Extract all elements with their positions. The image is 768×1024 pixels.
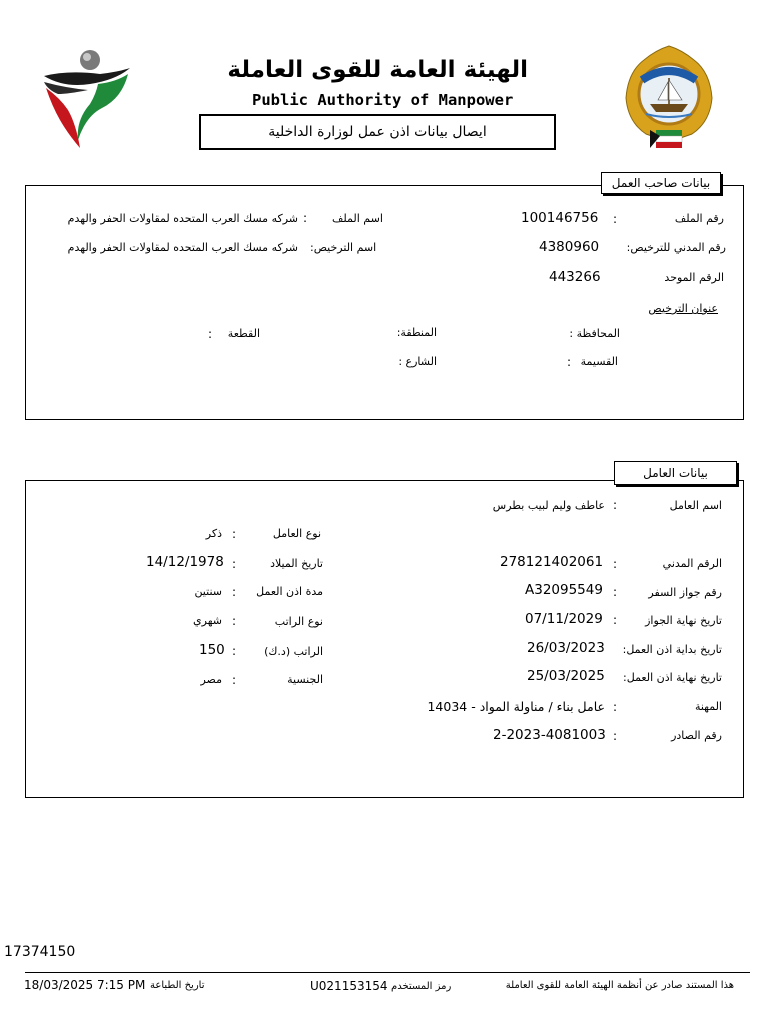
file-no-label: رقم الملف — [674, 212, 724, 225]
permit-start-value: 26/03/2023 — [527, 640, 605, 656]
worker-name-value: عاطف وليم لبيب بطرس — [492, 499, 605, 512]
street-label: الشارع : — [398, 355, 437, 368]
plot-label: القسيمة — [580, 355, 618, 368]
governorate-label: المحافظة : — [569, 327, 620, 340]
user-code-label: رمز المستخدم — [391, 981, 452, 992]
document-number: 17374150 — [4, 944, 76, 960]
user-code: U021153154 — [310, 979, 388, 993]
passport-label: رقم جواز السفر — [648, 586, 722, 599]
file-no-value: 100146756 — [521, 210, 599, 226]
occupation-label: المهنة — [694, 700, 722, 713]
authority-logo — [38, 48, 134, 152]
issued-label: رقم الصادر — [671, 729, 722, 742]
passport-value: A32095549 — [525, 582, 603, 598]
worker-name-label: اسم العامل — [669, 499, 722, 512]
worker-legend: بيانات العامل — [614, 461, 737, 485]
salary-type-label: نوع الراتب — [274, 615, 323, 628]
english-title: Public Authority of Manpower — [252, 91, 514, 109]
colon: : — [232, 585, 237, 599]
colon: : — [613, 212, 618, 226]
file-name-label: اسم الملف — [332, 212, 383, 225]
salary-value: 150 — [199, 642, 225, 658]
area-label: المنطقة: — [396, 326, 437, 339]
receipt-title-box — [199, 114, 556, 150]
nationality-label: الجنسية — [287, 673, 323, 686]
permit-end-label: تاريخ نهاية اذن العمل: — [623, 671, 722, 684]
salary-label: الراتب (د.ك) — [264, 645, 323, 658]
block-label: القطعة — [227, 327, 260, 340]
license-name-value: شركه مسك العرب المتحده لمقاولات الحفر والهدم — [67, 241, 298, 254]
colon: : — [613, 729, 618, 743]
colon: : — [613, 557, 618, 571]
unified-no-label: الرقم الموحد — [664, 271, 724, 284]
colon: : — [208, 327, 213, 341]
civil-license-label: رقم المدني للترخيص: — [626, 241, 726, 254]
civil-id-value: 278121402061 — [500, 554, 604, 570]
birth-label: تاريخ الميلاد — [270, 557, 323, 570]
salary-type-value: شهري — [193, 614, 222, 627]
colon: : — [613, 700, 618, 714]
issued-value: 2-2023-4081003 — [493, 727, 606, 743]
permit-start-label: تاريخ بداية اذن العمل: — [622, 643, 722, 656]
colon: : — [567, 355, 572, 369]
arabic-title: الهيئة العامة للقوى العاملة — [227, 57, 528, 83]
passport-expiry-value: 07/11/2029 — [525, 611, 603, 627]
worker-section — [25, 480, 744, 798]
civil-id-label: الرقم المدني — [662, 557, 722, 570]
receipt-title: ايصال بيانات اذن عمل لوزارة الداخلية — [268, 124, 487, 140]
colon: : — [232, 673, 237, 687]
file-name-value: شركه مسك العرب المتحده لمقاولات الحفر والهدم — [67, 212, 298, 225]
license-name-label: اسم الترخيص: — [310, 241, 377, 254]
colon: : — [613, 498, 618, 512]
footer-disclaimer: هذا المستند صادر عن أنظمة الهيئة العامة للقوى العاملة — [505, 980, 734, 991]
colon: : — [613, 585, 618, 599]
civil-license-value: 4380960 — [539, 239, 600, 255]
address-heading: عنوان الترخيص — [648, 302, 718, 315]
footer-divider — [25, 972, 750, 973]
colon: : — [232, 557, 237, 571]
duration-value: سنتين — [194, 585, 222, 598]
unified-no-value: 443266 — [549, 269, 601, 285]
passport-expiry-label: تاريخ نهاية الجواز — [645, 614, 722, 627]
duration-label: مدة اذن العمل — [256, 585, 323, 598]
worker-type-label: نوع العامل — [272, 527, 321, 540]
nationality-value: مصر — [200, 673, 222, 686]
colon: : — [232, 644, 237, 658]
permit-end-value: 25/03/2025 — [527, 668, 605, 684]
print-date: 18/03/2025 7:15 PM — [24, 978, 146, 992]
colon: : — [232, 614, 237, 628]
worker-type-value: ذكر — [205, 527, 222, 540]
colon: : — [613, 613, 618, 627]
employer-legend: بيانات صاحب العمل — [601, 172, 721, 194]
birth-value: 14/12/1978 — [146, 554, 224, 570]
colon: : — [303, 211, 308, 225]
colon: : — [232, 527, 237, 541]
kuwait-emblem — [620, 42, 718, 152]
print-date-label: تاريخ الطباعة — [150, 980, 205, 991]
occupation-value: عامل بناء / مناولة المواد - 14034 — [427, 699, 605, 714]
